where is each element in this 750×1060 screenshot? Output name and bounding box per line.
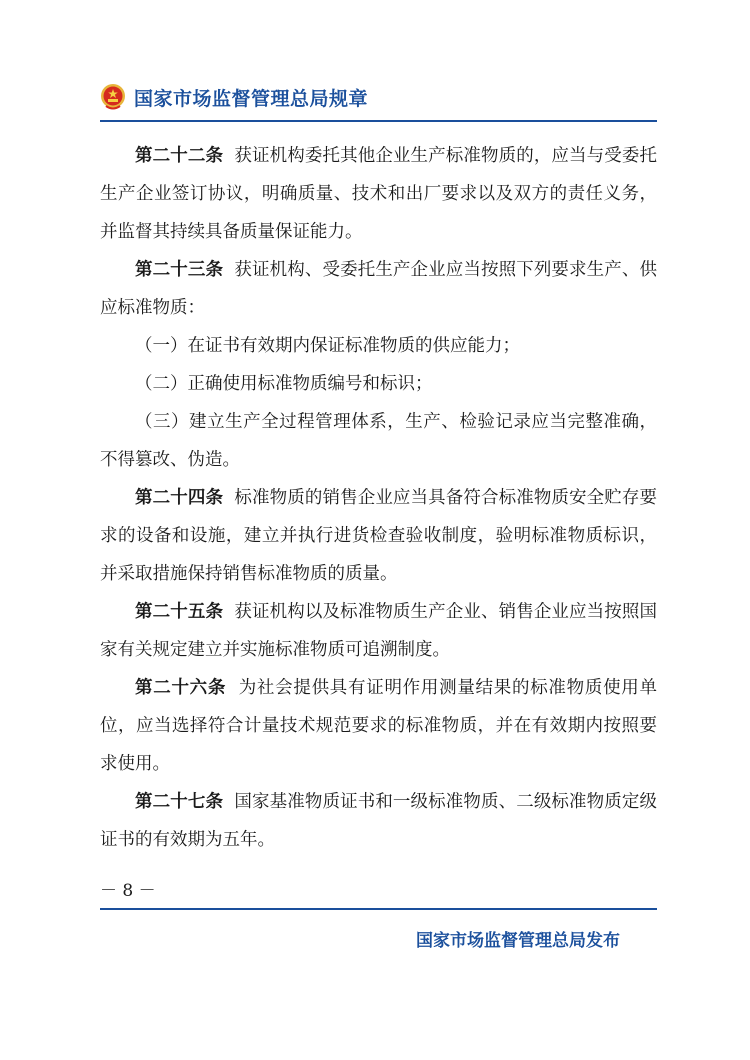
article-number: 第二十二条 [135,146,224,166]
page-number: － 8 － [100,881,156,901]
article-paragraph [100,251,657,327]
document-body [100,137,657,859]
article-text: 国家基准物质证书和一级标准物质、二级标准物质定级证书的有效期为五年。 [100,792,657,850]
national-emblem-icon [100,82,126,112]
footer-divider [100,908,657,910]
article-paragraph [100,137,657,251]
footer-publisher: 国家市场监督管理总局发布 [416,931,620,951]
article-list-item: （二）正确使用标准物质编号和标识； [135,374,433,394]
article-paragraph [100,593,657,669]
article-number: 第二十六条 [135,678,227,698]
article-text: 标准物质的销售企业应当具备符合标准物质安全贮存要求的设备和设施，建立并执行进货检查验收制度，验明标准物质标识，并采取措施保持销售标准物质的质量。 [100,488,657,584]
article-number: 第二十七条 [135,792,224,812]
article-text: 获证机构、受委托生产企业应当按照下列要求生产、供应标准物质： [100,260,657,318]
article-number: 第二十四条 [135,488,224,508]
article-list-item: （三）建立生产全过程管理体系，生产、检验记录应当完整准确，不得篡改、伪造。 [100,412,657,470]
article-paragraph [100,669,657,783]
article-text: 获证机构以及标准物质生产企业、销售企业应当按照国家有关规定建立并实施标准物质可追溯制度。 [100,602,657,660]
article-paragraph [100,479,657,593]
article-list-item: （一）在证书有效期内保证标准物质的供应能力； [135,336,520,356]
header-title: 国家市场监督管理总局规章 [134,87,369,110]
article-text: 获证机构委托其他企业生产标准物质的，应当与受委托生产企业签订协议，明确质量、技术和出厂要求以及双方的责任义务，并监督其持续具备质量保证能力。 [100,146,657,242]
header-divider [100,120,657,122]
document-header [100,80,368,114]
article-number: 第二十三条 [135,260,224,280]
article-text: 为社会提供具有证明作用测量结果的标准物质使用单位，应当选择符合计量技术规范要求的标准物质，并在有效期内按照要求使用。 [100,678,658,774]
article-paragraph [100,783,657,859]
article-number: 第二十五条 [135,602,224,622]
